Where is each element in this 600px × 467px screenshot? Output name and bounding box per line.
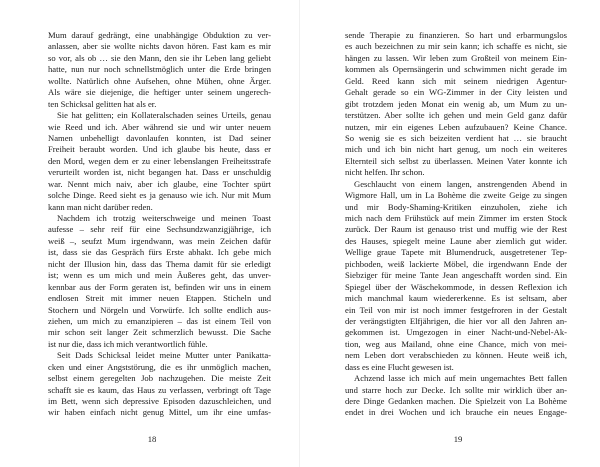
text-line: aufesse – sehr reif für eine Sechsundzwanzigjährige, ich — [48, 224, 271, 235]
text-line: Elternteil sich selbst zu überlassen. Meinen Vater konnte ich — [345, 155, 567, 166]
text-line: im Bett, wenn sich depressive Episoden dazuschleichen, und — [48, 396, 271, 406]
text-line: Freiheit beraubt worden. Und ich glaube bis heute, dass er — [48, 144, 271, 155]
text-line: es auch bezeichnen zu mir sein kann; ich schaffe es nicht, sie — [345, 41, 567, 52]
text-line: Geld. Reed kann sich mit seinem niedrigen Agentur- — [345, 75, 567, 86]
text-line: so vor, als ob … sie den Mann, den sie ihr Leben lang geliebt — [48, 52, 271, 63]
text-line: solche Dinge. Reed sieht es ja genauso wie ich. Nur mit Mum — [48, 190, 271, 201]
text-line: terstützen. Aber sollte ich gehen und mein Geld ganz dafür — [345, 110, 567, 121]
text-line: Nachdem ich trotzig weiterschweige und meinen Toast — [57, 213, 271, 223]
text-line: und mir Body-Shaming-Kritiken einzuholen, ziehe ich — [345, 201, 567, 212]
text-line: kennbar aus der Form geraten ist, befinden wir uns in einem — [48, 281, 271, 292]
right-page — [300, 0, 600, 467]
text-line: Wigmore Hall, um in La Bohème die zweite Geige zu singen — [345, 190, 567, 201]
text-line: nicht helfen. Ihr schon. — [345, 167, 425, 178]
text-line: Siebziger für meine Tante Jean angeschafft worden sind. Ein — [345, 270, 567, 281]
text-line: Sie hat gelitten; ein Kollateralschaden seines Urteils, genau — [57, 110, 271, 121]
text-line: Namen unbehelligt davonlaufen konnten, ist Dad seiner — [48, 132, 271, 143]
text-line: mich und ich bin nicht hart genug, um noch ein weiteres — [345, 144, 567, 155]
text-line: Seit Dads Schicksal leidet meine Mutter unter Panikatta- — [57, 350, 271, 361]
text-line: ist, dass sie das Gespräch fürs Erste abhakt. Ich gebe mich — [48, 247, 271, 258]
text-line: kommen als Opernsängerin und schwimmen nicht gerade im — [345, 64, 567, 75]
text-line: schafft sie es kaum, das Haus zu verlassen, verbringt oft Tage — [48, 384, 271, 395]
text-line: verurteilt worden ist, nicht begangen hat. Dass er unschuldig — [48, 167, 271, 178]
left-page-text — [48, 30, 271, 419]
text-line: zurück. Der Raum ist genauso trist und muffig wie der Rest — [345, 224, 567, 235]
text-line: anlassen, aber sie wollte nichts davon hören. Fast kam es mir — [48, 41, 271, 52]
text-line: nem Leben dort verabschieden zu können. Heute weiß ich, — [345, 350, 567, 361]
text-line: Gehalt gerade so ein WG-Zimmer in der City leisten und — [345, 87, 567, 98]
text-line: ist nur die, dass ich mich verantwortlich fühle. — [48, 338, 208, 349]
text-line: mich nach dem Frühstück auf mein Zimmer im ersten Stock — [345, 213, 567, 223]
right-page-text — [345, 30, 567, 419]
text-line: gekommen ist. Umgezogen in einer Nacht-und-Nebel-Ak- — [345, 327, 567, 338]
text-line: cken und einer Angststörung, die es ihr unmöglich machen, — [48, 361, 271, 372]
text-line: mir schon seit langer Zeit schmerzlich bewusst. Die Sache — [48, 327, 271, 338]
text-line: Geschlaucht von einem langen, anstrengenden Abend in — [354, 178, 567, 189]
text-line: ein Teil von mir ist noch immer festgefroren in der Gestalt — [345, 304, 567, 315]
text-line: tion, weg aus Mailand, ohne eine Chance, mich von mei- — [345, 338, 567, 349]
text-line: war. Nennt mich naiv, aber ich glaube, eine Tochter spürt — [48, 178, 271, 189]
text-line: weiß –, seufzt Mum irgendwann, was mein Zeichen dafür — [48, 235, 271, 246]
text-line: Als wäre sie diejenige, die heftiger unter seinem ungerech- — [48, 87, 271, 98]
text-line: sende Therapie zu finanzieren. So hart und erbarmungslos — [345, 30, 567, 40]
text-line: Spiegel über der Wäschekommode, in dessen Reflexion ich — [345, 281, 567, 292]
text-line: wollte. Natürlich ohne Aufsehen, ohne Mühen, ohne Ärger. — [48, 75, 271, 86]
text-line: den Mord, wegen dem er zu einer lebenslangen Freiheitsstrafe — [48, 155, 271, 166]
text-line: wie Reed und ich. Aber während sie und wir unter neuem — [48, 121, 271, 132]
text-line: hatte, nun nur noch schnellstmöglich unter die Erde bringen — [48, 64, 271, 75]
text-line: Mum darauf gedrängt, eine unabhängige Obduktion zu ver- — [48, 30, 271, 40]
text-line: selbst einem geregelten Job nachzugehen. Die meiste Zeit — [48, 373, 271, 384]
text-line: nicht der Illusion hin, dass das Thema damit für sie erledigt — [48, 258, 271, 269]
text-line: mich manchmal kaum wiedererkenne. Es ist seltsam, aber — [345, 293, 567, 304]
text-line: wir haben einfach nicht genug Mittel, um ihr eine umfas- — [48, 407, 271, 418]
right-page-number: 19 — [453, 434, 463, 444]
left-page-number: 18 — [147, 434, 157, 444]
text-line: pichboden, weiß lackierte Möbel, die irgendwann Ende der — [345, 258, 567, 269]
text-line: Achzend lasse ich mich auf mein ungemachtes Bett fallen — [354, 373, 567, 384]
text-line: ten Schicksal gelitten hat als er. — [48, 98, 157, 109]
text-line: Wellige graue Tapete mit Blumendruck, ausgetretener Tep- — [345, 247, 567, 258]
text-line: kann man nicht darüber reden. — [48, 201, 153, 212]
text-line: des Hauses, spiegelt meine Laune aber ziemlich gut wider. — [345, 235, 567, 246]
text-line: ziehen, um mich zu emanzipieren – das ist einem Teil von — [48, 315, 271, 326]
text-line: hängen zu lassen. Wir leben zum Großteil von meinem Ein- — [345, 52, 567, 63]
text-line: und starre hoch zur Decke. Ich sollte mir wirklich über an- — [345, 384, 567, 395]
text-line: Stochern und Nörgeln und Vorwürfe. Ich sollte endlich aus- — [48, 304, 271, 315]
text-line: endet in drei Wochen und ich brauche ein neues Engage- — [345, 407, 567, 418]
text-line: nutzen, mir ein eigenes Leben aufzubauen? Keine Chance. — [345, 121, 567, 132]
text-line: endlosen Streit mit immer neuen Etappen. Sticheln und — [48, 293, 271, 304]
text-line: ist; wenn es um mich und mein Äußeres geht, das unver- — [48, 270, 271, 281]
text-line: dass es eine Flucht gewesen ist. — [345, 361, 454, 372]
text-line: gibt trotzdem jeden Monat ein wenig ab, um Mum zu un- — [345, 98, 567, 109]
text-line: der verängstigten Elfjährigen, die hier vor all den Jahren an- — [345, 315, 567, 326]
text-line: So wenig sie es sich beizeiten verdient hat … sie braucht — [345, 132, 567, 143]
text-line: dere Dinge Gedanken machen. Die Spielzeit von La Bohème — [345, 396, 567, 406]
